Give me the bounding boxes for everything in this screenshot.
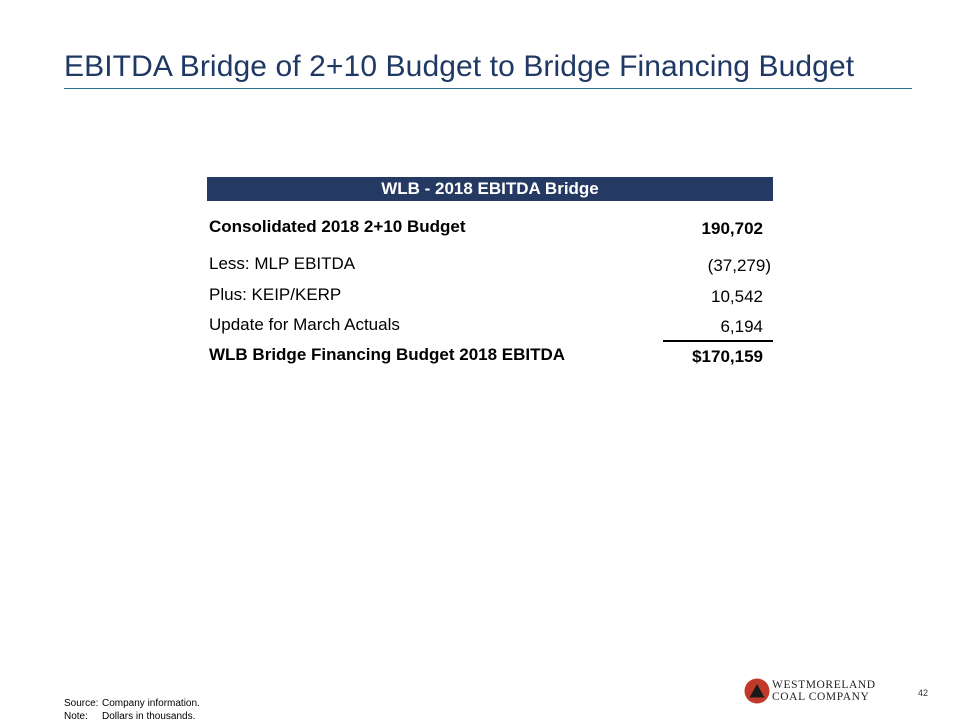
bridge-row-consolidated-budget [209,217,773,241]
units-note [64,710,200,723]
bridge-row-total [209,345,773,369]
bridge-row-march-actuals [209,315,773,339]
bridge-row-value: 6,194 [720,317,763,336]
logo-mark-icon [744,678,770,704]
logo-wordmark [772,679,876,703]
bridge-row-label: Plus: KEIP/KERP [209,285,342,304]
company-logo [744,678,894,706]
bridge-row-label: WLB Bridge Financing Budget 2018 EBITDA [209,345,566,364]
bridge-row-plus-keip-kerp [209,285,773,309]
source-key: Source: [64,698,99,709]
bridge-row-value: 190,702 [701,219,763,238]
total-underline [663,340,773,342]
logo-line-2: COAL COMPANY [772,691,870,703]
bridge-row-value: 10,542 [711,287,763,306]
source-note [64,697,200,710]
bridge-row-label: Consolidated 2018 2+10 Budget [209,217,466,236]
bridge-row-less-mlp-ebitda [209,254,773,278]
bridge-row-value: (37,279) [707,256,771,275]
title-divider [64,88,912,89]
note-key: Note: [64,711,88,722]
bridge-row-label: Less: MLP EBITDA [209,254,356,273]
footnotes [64,697,200,723]
page-number: 42 [918,688,929,698]
logo-line-1: WESTMORELAND [772,679,876,691]
source-text: Company information. [102,698,200,709]
bridge-table-header: WLB - 2018 EBITDA Bridge [207,177,773,201]
bridge-row-value: $170,159 [692,347,763,366]
slide-title: EBITDA Bridge of 2+10 Budget to Bridge Financing Budget [64,50,855,83]
note-text: Dollars in thousands. [102,711,196,722]
bridge-row-label: Update for March Actuals [209,315,400,334]
